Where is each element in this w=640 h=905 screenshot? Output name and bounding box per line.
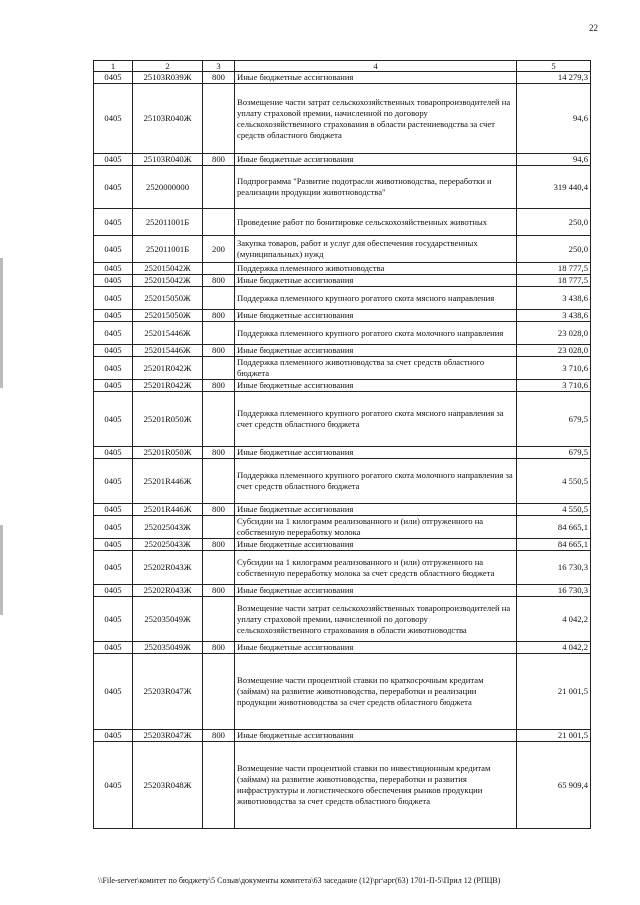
target-code-cell: 252035049Ж <box>133 597 203 642</box>
section-cell: 0405 <box>94 642 133 654</box>
amount-cell: 250,0 <box>517 236 591 263</box>
amount-cell: 3 710,6 <box>517 357 591 380</box>
item-name-cell: Иные бюджетные ассигнования <box>235 380 517 392</box>
page-number: 22 <box>589 23 598 33</box>
target-code-cell: 252015042Ж <box>133 275 203 287</box>
expense-type-cell <box>203 597 235 642</box>
table-row <box>94 154 591 166</box>
target-code-cell: 252015446Ж <box>133 345 203 357</box>
target-code-cell: 252015050Ж <box>133 310 203 322</box>
expense-type-cell: 800 <box>203 154 235 166</box>
table-row <box>94 459 591 504</box>
amount-cell: 21 001,5 <box>517 730 591 742</box>
table-row <box>94 642 591 654</box>
expense-type-cell: 800 <box>203 345 235 357</box>
item-name-cell: Поддержка племенного крупного рогатого скота молочного направления <box>235 322 517 345</box>
header-col-4: 4 <box>235 61 517 72</box>
amount-cell: 23 028,0 <box>517 345 591 357</box>
table-row <box>94 730 591 742</box>
section-cell: 0405 <box>94 209 133 236</box>
target-code-cell: 25103R040Ж <box>133 154 203 166</box>
item-name-cell: Иные бюджетные ассигнования <box>235 310 517 322</box>
table-row <box>94 84 591 154</box>
expense-type-cell <box>203 551 235 585</box>
section-cell: 0405 <box>94 380 133 392</box>
item-name-cell: Иные бюджетные ассигнования <box>235 730 517 742</box>
item-name-cell: Субсидии на 1 килограмм реализованного и (или) отгруженного на собственную переработку молока за счет средств областного бюджета <box>235 551 517 585</box>
expense-type-cell: 800 <box>203 642 235 654</box>
table-row <box>94 322 591 345</box>
amount-cell: 250,0 <box>517 209 591 236</box>
amount-cell: 3 438,6 <box>517 310 591 322</box>
table-row <box>94 597 591 642</box>
item-name-cell: Иные бюджетные ассигнования <box>235 642 517 654</box>
expense-type-cell <box>203 459 235 504</box>
table-row <box>94 539 591 551</box>
scan-margin-mark <box>0 525 3 615</box>
amount-cell: 94,6 <box>517 84 591 154</box>
amount-cell: 4 042,2 <box>517 642 591 654</box>
item-name-cell: Возмещение части процентной ставки по краткосрочным кредитам (займам) на развитие животноводства, переработки и реализации продукции животноводства за счет средств областного бюджета <box>235 654 517 730</box>
table-row <box>94 551 591 585</box>
table-row <box>94 310 591 322</box>
table-row <box>94 504 591 516</box>
section-cell: 0405 <box>94 275 133 287</box>
table-row <box>94 380 591 392</box>
expense-type-cell: 800 <box>203 504 235 516</box>
item-name-cell: Иные бюджетные ассигнования <box>235 447 517 459</box>
section-cell: 0405 <box>94 392 133 447</box>
header-col-3: 3 <box>203 61 235 72</box>
table-row <box>94 742 591 829</box>
item-name-cell: Иные бюджетные ассигнования <box>235 72 517 84</box>
target-code-cell: 25202R043Ж <box>133 585 203 597</box>
amount-cell: 23 028,0 <box>517 322 591 345</box>
section-cell: 0405 <box>94 287 133 310</box>
section-cell: 0405 <box>94 459 133 504</box>
amount-cell: 18 777,5 <box>517 263 591 275</box>
target-code-cell: 25201R446Ж <box>133 504 203 516</box>
target-code-cell: 25202R043Ж <box>133 551 203 585</box>
section-cell: 0405 <box>94 551 133 585</box>
budget-table <box>93 60 591 829</box>
expense-type-cell: 800 <box>203 380 235 392</box>
item-name-cell: Закупка товаров, работ и услуг для обеспечения государственных (муниципальных) нужд <box>235 236 517 263</box>
section-cell: 0405 <box>94 504 133 516</box>
table-row <box>94 516 591 539</box>
item-name-cell: Возмещение части затрат сельскохозяйственных товаропроизводителей на уплату страховой премии, начисленной по договору сельскохозяйственного страхования в области растениеводства за счет средств областного бюджета <box>235 84 517 154</box>
table-row <box>94 357 591 380</box>
header-col-5: 5 <box>517 61 591 72</box>
expense-type-cell <box>203 322 235 345</box>
target-code-cell: 25201R446Ж <box>133 459 203 504</box>
target-code-cell: 252015042Ж <box>133 263 203 275</box>
section-cell: 0405 <box>94 154 133 166</box>
section-cell: 0405 <box>94 730 133 742</box>
target-code-cell: 25203R047Ж <box>133 730 203 742</box>
table-row <box>94 392 591 447</box>
target-code-cell: 25201R042Ж <box>133 380 203 392</box>
expense-type-cell: 800 <box>203 447 235 459</box>
item-name-cell: Поддержка племенного крупного рогатого скота мясного направления <box>235 287 517 310</box>
table-row <box>94 209 591 236</box>
expense-type-cell: 200 <box>203 236 235 263</box>
scan-margin-mark <box>0 258 3 388</box>
expense-type-cell <box>203 654 235 730</box>
section-cell: 0405 <box>94 447 133 459</box>
section-cell: 0405 <box>94 310 133 322</box>
table-row <box>94 654 591 730</box>
expense-type-cell: 800 <box>203 72 235 84</box>
expense-type-cell: 800 <box>203 275 235 287</box>
target-code-cell: 252011001Б <box>133 209 203 236</box>
expense-type-cell <box>203 209 235 236</box>
table-row <box>94 345 591 357</box>
item-name-cell: Поддержка племенного животноводства за счет средств областного бюджета <box>235 357 517 380</box>
target-code-cell: 252015050Ж <box>133 287 203 310</box>
section-cell: 0405 <box>94 516 133 539</box>
item-name-cell: Иные бюджетные ассигнования <box>235 585 517 597</box>
target-code-cell: 2520000000 <box>133 166 203 209</box>
target-code-cell: 252025043Ж <box>133 516 203 539</box>
section-cell: 0405 <box>94 742 133 829</box>
amount-cell: 84 665,1 <box>517 539 591 551</box>
item-name-cell: Субсидии на 1 килограмм реализованного и (или) отгруженного на собственную переработку молока <box>235 516 517 539</box>
table-header-row <box>94 61 591 72</box>
item-name-cell: Иные бюджетные ассигнования <box>235 275 517 287</box>
table-row <box>94 166 591 209</box>
section-cell: 0405 <box>94 597 133 642</box>
section-cell: 0405 <box>94 357 133 380</box>
section-cell: 0405 <box>94 345 133 357</box>
amount-cell: 14 279,3 <box>517 72 591 84</box>
table-row <box>94 287 591 310</box>
section-cell: 0405 <box>94 585 133 597</box>
item-name-cell: Иные бюджетные ассигнования <box>235 154 517 166</box>
amount-cell: 3 438,6 <box>517 287 591 310</box>
item-name-cell: Поддержка племенного животноводства <box>235 263 517 275</box>
item-name-cell: Иные бюджетные ассигнования <box>235 345 517 357</box>
item-name-cell: Поддержка племенного крупного рогатого скота молочного направления за счет средств областного бюджета <box>235 459 517 504</box>
expense-type-cell <box>203 392 235 447</box>
amount-cell: 4 550,5 <box>517 459 591 504</box>
expense-type-cell <box>203 166 235 209</box>
item-name-cell: Поддержка племенного крупного рогатого скота мясного направления за счет средств областного бюджета <box>235 392 517 447</box>
amount-cell: 3 710,6 <box>517 380 591 392</box>
section-cell: 0405 <box>94 72 133 84</box>
table-row <box>94 275 591 287</box>
amount-cell: 65 909,4 <box>517 742 591 829</box>
target-code-cell: 25203R048Ж <box>133 742 203 829</box>
item-name-cell: Проведение работ по бонитировке сельскохозяйственных животных <box>235 209 517 236</box>
amount-cell: 21 001,5 <box>517 654 591 730</box>
amount-cell: 4 042,2 <box>517 597 591 642</box>
item-name-cell: Иные бюджетные ассигнования <box>235 504 517 516</box>
expense-type-cell: 800 <box>203 310 235 322</box>
file-path-footer: \\File-server\комитет по бюджету\5 Созыв\документы комитета\63 заседание (12)\рг\арг(63) 1701-П-5\Прил 12 (РПЦВ) <box>98 876 501 885</box>
section-cell: 0405 <box>94 539 133 551</box>
section-cell: 0405 <box>94 236 133 263</box>
expense-type-cell <box>203 516 235 539</box>
expense-type-cell <box>203 287 235 310</box>
header-col-1: 1 <box>94 61 133 72</box>
header-col-2: 2 <box>133 61 203 72</box>
amount-cell: 18 777,5 <box>517 275 591 287</box>
table-row <box>94 585 591 597</box>
amount-cell: 16 730,3 <box>517 585 591 597</box>
target-code-cell: 252015446Ж <box>133 322 203 345</box>
expense-type-cell <box>203 84 235 154</box>
item-name-cell: Возмещение части процентной ставки по инвестиционным кредитам (займам) на развитие животноводства, переработки и развития инфраструктуры и логистического обеспечения рынков продукции животноводства за счет средств областного бюджета <box>235 742 517 829</box>
item-name-cell: Иные бюджетные ассигнования <box>235 539 517 551</box>
section-cell: 0405 <box>94 84 133 154</box>
target-code-cell: 25201R050Ж <box>133 392 203 447</box>
amount-cell: 319 440,4 <box>517 166 591 209</box>
amount-cell: 94,6 <box>517 154 591 166</box>
amount-cell: 16 730,3 <box>517 551 591 585</box>
target-code-cell: 252035049Ж <box>133 642 203 654</box>
item-name-cell: Подпрограмма "Развитие подотрасли животноводства, переработки и реализации продукции животноводства" <box>235 166 517 209</box>
amount-cell: 4 550,5 <box>517 504 591 516</box>
target-code-cell: 25103R039Ж <box>133 72 203 84</box>
amount-cell: 679,5 <box>517 392 591 447</box>
table-row <box>94 236 591 263</box>
target-code-cell: 252025043Ж <box>133 539 203 551</box>
amount-cell: 679,5 <box>517 447 591 459</box>
expense-type-cell: 800 <box>203 539 235 551</box>
target-code-cell: 25203R047Ж <box>133 654 203 730</box>
expense-type-cell <box>203 357 235 380</box>
expense-type-cell <box>203 263 235 275</box>
table-row <box>94 72 591 84</box>
section-cell: 0405 <box>94 322 133 345</box>
table-row <box>94 263 591 275</box>
section-cell: 0405 <box>94 654 133 730</box>
target-code-cell: 25103R040Ж <box>133 84 203 154</box>
target-code-cell: 25201R050Ж <box>133 447 203 459</box>
table-body <box>94 72 591 829</box>
section-cell: 0405 <box>94 166 133 209</box>
table-row <box>94 447 591 459</box>
target-code-cell: 252011001Б <box>133 236 203 263</box>
target-code-cell: 25201R042Ж <box>133 357 203 380</box>
section-cell: 0405 <box>94 263 133 275</box>
item-name-cell: Возмещение части затрат сельскохозяйственных товаропроизводителей на уплату страховой премии, начисленной по договору сельскохозяйственного страхования в области животноводства <box>235 597 517 642</box>
expense-type-cell: 800 <box>203 730 235 742</box>
amount-cell: 84 665,1 <box>517 516 591 539</box>
expense-type-cell <box>203 742 235 829</box>
expense-type-cell: 800 <box>203 585 235 597</box>
